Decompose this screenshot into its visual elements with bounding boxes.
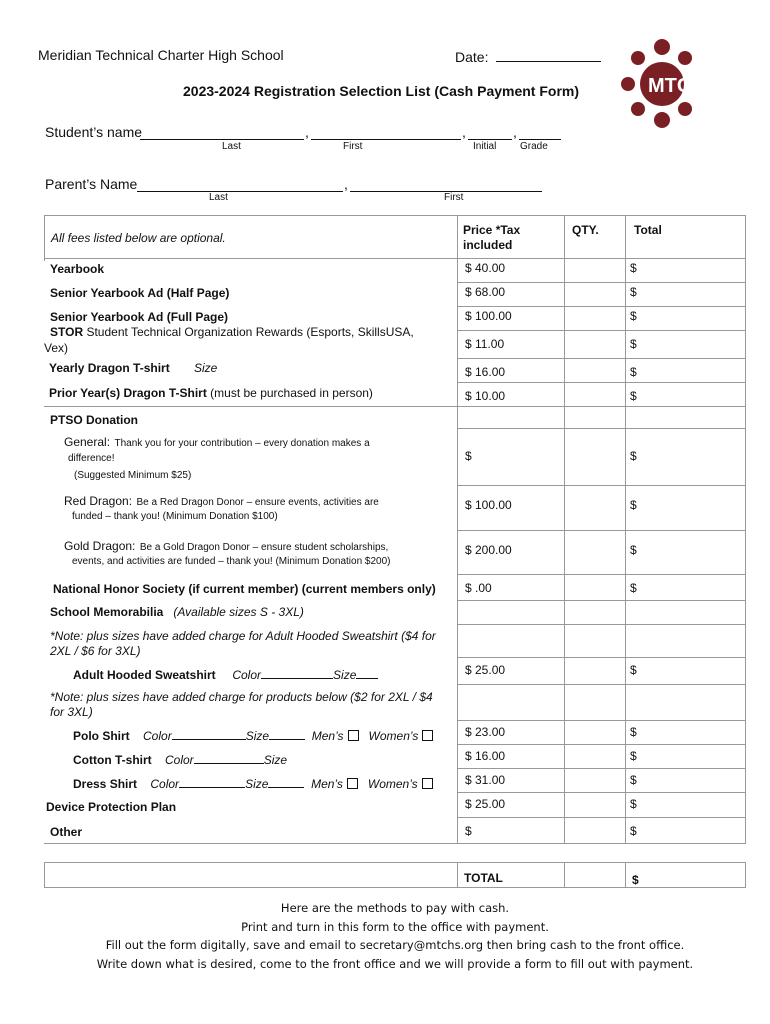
other-total[interactable]: $ — [630, 824, 637, 838]
form-title: 2023-2024 Registration Selection List (Cash Payment Form) — [183, 83, 580, 99]
red-dragon-text: funded – thank you! (Minimum Donation $100) — [72, 511, 278, 522]
prior-tshirt-total[interactable]: $ — [630, 389, 637, 403]
general-donation-price[interactable]: $ — [465, 449, 472, 463]
qty-column-header: QTY. — [572, 223, 599, 237]
student-first-field[interactable] — [311, 125, 461, 140]
price-column-header: Price *Tax included — [463, 223, 521, 252]
date-label: Date: — [455, 49, 489, 65]
dress-total[interactable]: $ — [630, 773, 637, 787]
prior-tshirt-label: Prior Year(s) Dragon T-Shirt (must be purchased in person) — [49, 386, 373, 400]
polo-row: Polo Shirt Color Size Men’s Women’s — [73, 728, 433, 743]
memorabilia-label: School Memorabilia (Available sizes S - 3XL) — [50, 605, 304, 619]
hoodie-row: Adult Hooded Sweatshirt Color Size — [73, 667, 378, 682]
footer-line-2: Print and turn in this form to the office with payment. — [241, 919, 549, 934]
payment-instructions — [0, 899, 770, 973]
polo-price: $ 23.00 — [465, 725, 506, 739]
red-dragon-total[interactable]: $ — [630, 498, 637, 512]
products-note-cont: for 3XL) — [50, 705, 93, 719]
gold-dragon-label: Gold Dragon: Be a Gold Dragon Donor – ensure student scholarships, — [64, 539, 389, 553]
hoodie-note-cont: 2XL / $6 for 3XL) — [50, 644, 141, 658]
hoodie-price: $ 25.00 — [465, 663, 506, 677]
cotton-total[interactable]: $ — [630, 749, 637, 763]
general-donation-text: difference! — [68, 453, 115, 464]
polo-total[interactable]: $ — [630, 725, 637, 739]
grand-total[interactable]: $ — [632, 873, 639, 887]
yearbook-label: Yearbook — [50, 262, 105, 276]
products-note: *Note: plus sizes have added charge for products below ($2 for 2XL / $4 — [50, 690, 433, 704]
hoodie-color-field[interactable] — [261, 667, 333, 679]
stor-price: $ 11.00 — [465, 337, 505, 351]
cotton-color-field[interactable] — [194, 752, 264, 764]
footer-line-4: Write down what is desired, come to the front office and we will provide a form to fill out with payment. — [96, 956, 694, 971]
student-grade-caption: Grade — [520, 141, 548, 152]
student-last-caption: Last — [222, 141, 241, 152]
dress-row: Dress Shirt Color Size Men’s Women’s — [73, 776, 433, 791]
tshirt-size-label: Size — [194, 361, 218, 375]
parent-name-label: Parent’s Name — [45, 176, 138, 192]
general-donation-total[interactable]: $ — [630, 449, 637, 463]
dress-size-field[interactable] — [268, 776, 304, 788]
senior-full-total[interactable]: $ — [630, 309, 637, 323]
red-dragon-price: $ 100.00 — [465, 498, 512, 512]
dress-price: $ 31.00 — [465, 773, 506, 787]
tshirt-label: Yearly Dragon T-shirt — [49, 361, 170, 375]
hoodie-total[interactable]: $ — [630, 663, 637, 677]
student-initial-field[interactable] — [468, 125, 512, 140]
parent-first-field[interactable] — [350, 177, 542, 192]
school-name: Meridian Technical Charter High School — [38, 47, 284, 63]
senior-full-label: Senior Yearbook Ad (Full Page) — [50, 310, 229, 324]
svg-text:MTCHS: MTCHS — [648, 75, 720, 97]
tshirt-total[interactable]: $ — [630, 365, 637, 379]
school-logo — [618, 36, 738, 132]
cotton-price: $ 16.00 — [465, 749, 506, 763]
stor-label: STOR Student Technical Organization Rewards (Esports, SkillsUSA, — [50, 325, 414, 339]
stor-label-cont: Vex) — [44, 341, 69, 355]
senior-half-label: Senior Yearbook Ad (Half Page) — [50, 286, 230, 300]
dress-color-field[interactable] — [179, 776, 245, 788]
nhs-label: National Honor Society (if current member) (current members only) — [53, 582, 436, 596]
polo-mens-checkbox[interactable] — [348, 730, 359, 741]
senior-full-price: $ 100.00 — [465, 309, 512, 323]
dress-mens-checkbox[interactable] — [347, 778, 358, 789]
other-label: Other — [50, 825, 83, 839]
gold-dragon-total[interactable]: $ — [630, 543, 637, 557]
student-initial-caption: Initial — [473, 141, 497, 152]
cotton-row: Cotton T-shirt Color Size — [73, 753, 288, 767]
hoodie-note: *Note: plus sizes have added charge for Adult Hooded Sweatshirt ($4 for — [50, 629, 436, 643]
general-donation-label: General: Thank you for your contribution – every donation makes a — [64, 435, 370, 449]
senior-half-total[interactable]: $ — [630, 285, 637, 299]
total-label: TOTAL — [464, 871, 503, 885]
student-last-field[interactable] — [140, 125, 304, 140]
polo-womens-checkbox[interactable] — [422, 730, 433, 741]
device-plan-label: Device Protection Plan — [46, 800, 177, 814]
parent-last-caption: Last — [209, 192, 228, 203]
prior-tshirt-price: $ 10.00 — [465, 389, 506, 403]
parent-first-caption: First — [444, 192, 464, 203]
total-column-header: Total — [634, 223, 662, 237]
general-donation-min: (Suggested Minimum $25) — [74, 470, 192, 481]
student-grade-field[interactable] — [519, 125, 561, 140]
footer-line-3: Fill out the form digitally, save and email to secretary@mtchs.org then bring cash to the front office. — [105, 938, 685, 952]
other-price[interactable]: $ — [465, 824, 472, 838]
polo-color-field[interactable] — [172, 728, 246, 740]
device-plan-price: $ 25.00 — [465, 797, 506, 811]
footer-line-1: Here are the methods to pay with cash. — [280, 901, 510, 915]
red-dragon-label: Red Dragon: Be a Red Dragon Donor – ensure events, activities are — [64, 494, 379, 508]
gold-dragon-price: $ 200.00 — [465, 543, 512, 557]
ptso-label: PTSO Donation — [50, 413, 138, 427]
dress-womens-checkbox[interactable] — [422, 778, 433, 789]
optional-fees-note: All fees listed below are optional. — [51, 231, 226, 245]
nhs-price: $ .00 — [465, 581, 492, 595]
gold-dragon-text: events, and activities are funded – thank you! (Minimum Donation $200) — [72, 556, 391, 567]
yearbook-total[interactable]: $ — [630, 261, 637, 275]
stor-total[interactable]: $ — [630, 337, 637, 351]
polo-size-field[interactable] — [269, 728, 305, 740]
hoodie-size-field[interactable] — [356, 667, 378, 679]
tshirt-price: $ 16.00 — [465, 365, 506, 379]
yearbook-price: $ 40.00 — [465, 261, 506, 275]
student-name-label: Student’s name — [45, 124, 143, 140]
senior-half-price: $ 68.00 — [465, 285, 506, 299]
student-first-caption: First — [343, 141, 363, 152]
date-field[interactable] — [455, 47, 601, 65]
device-plan-total[interactable]: $ — [630, 797, 637, 811]
nhs-total[interactable]: $ — [630, 581, 637, 595]
parent-last-field[interactable] — [137, 177, 343, 192]
